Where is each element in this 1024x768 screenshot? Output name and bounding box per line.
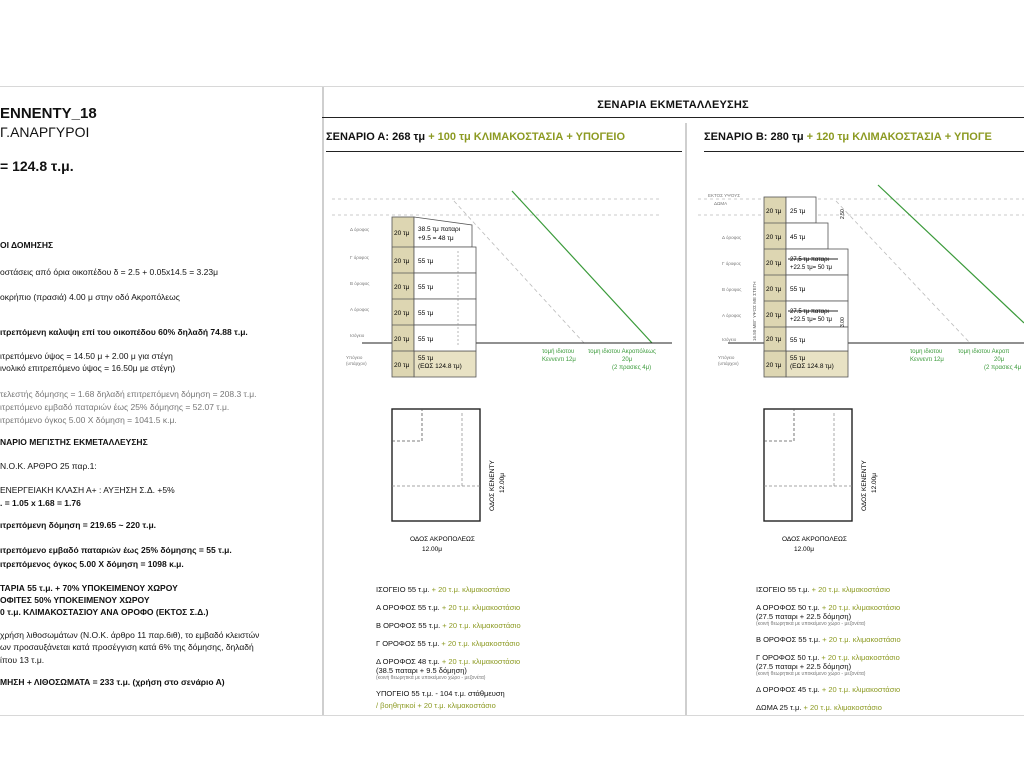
stair-label: 20 τμ <box>394 230 410 237</box>
stair-label: 20 τμ <box>394 310 410 317</box>
plan-street-width: 12.00μ <box>422 546 443 553</box>
info-line: ιτρεπόμενο ύψος = 14.50 μ + 2.00 μ για στέγη <box>0 351 173 361</box>
drawing-sheet <box>0 86 1024 716</box>
dimension: 3.00 <box>840 317 846 327</box>
floor-label: 55 τμ <box>418 336 434 343</box>
level-name: (υπάρχον) <box>346 361 367 366</box>
section-note: (2 πρασιες 4μ <box>984 365 1022 371</box>
info-line: ΟΦΙΤΕΣ 50% ΥΠΟΚΕΙΜΕΝΟΥ ΧΩΡΟΥ <box>0 595 150 605</box>
list-item: Γ ΟΡΟΦΟΣ 55 τ.μ. + 20 τ.μ. κλιμακοστάσιο <box>376 639 520 648</box>
list-item: Δ ΟΡΟΦΟΣ 48 τ.μ. + 20 τ.μ. κλιμακοστάσιο <box>376 657 521 666</box>
plan-side-width: 12.00μ <box>871 472 878 493</box>
section-note: (2 πρασιες 4μ) <box>612 365 652 371</box>
list-item-note: (κοινή θεωρητικά με υποκείμενο χώρο - μεζονέτα) <box>756 671 866 677</box>
stair-label: 20 τμ <box>394 284 410 291</box>
scenario-b-extra: + 120 τμ ΚΛΙΜΑΚΟΣΤΑΣΙΑ + ΥΠΟΓΕ <box>806 131 992 143</box>
plan-street-width: 12.00μ <box>794 546 815 553</box>
stair-label: 20 τμ <box>766 234 782 241</box>
scenario-b-head: ΣΕΝΑΡΙΟ Β: 280 τμ <box>704 131 804 143</box>
plot-area: = 124.8 τ.μ. <box>0 158 74 174</box>
level-name: Γ όροφος <box>350 255 369 260</box>
info-line: ινολικό επιτρεπόμενο ύψος = 16.50μ με στέγη) <box>0 363 176 373</box>
list-item: ΙΣΟΓΕΙΟ 55 τ.μ. + 20 τ.μ. κλιμακοστάσιο <box>756 585 891 594</box>
list-item-detail: (38.5 παταρι + 9.5 δόμηση) <box>376 666 467 675</box>
info-line: Ν.Ο.Κ. ΑΡΘΡΟ 25 παρ.1: <box>0 461 97 471</box>
stair-label: 20 τμ <box>394 258 410 265</box>
list-item-detail: (27.5 παταρι + 22.5 δόμηση) <box>756 662 852 671</box>
scenarios-title: ΣΕΝΑΡΙΑ ΕΚΜΕΤΑΛΛΕΥΣΗΣ <box>322 87 1024 118</box>
level-name: Ισόγειο <box>350 333 365 338</box>
scenarios-panel <box>322 87 1024 715</box>
list-item: Γ ΟΡΟΦΟΣ 50 τ.μ. + 20 τ.μ. κλιμακοστάσιο <box>756 653 900 662</box>
top-label: ΕΚΤΟΣ ΥΨΟΥΣ <box>708 193 741 198</box>
scenario-a-section <box>322 151 684 641</box>
list-item: Α ΟΡΟΦΟΣ 50 τ.μ. + 20 τ.μ. κλιμακοστάσιο <box>756 603 901 612</box>
project-location: Γ.ΑΝΑΡΓΥΡΟΙ <box>0 124 90 140</box>
scenario-b-header <box>704 123 1024 152</box>
floor-label: 38.5 τμ παταρι <box>418 226 461 233</box>
stair-label: 20 τμ <box>766 336 782 343</box>
info-line: ΕΝΕΡΓΕΙΑΚΗ ΚΛΑΣΗ Α+ : ΑΥΞΗΣΗ Σ.Δ. +5% <box>0 485 175 495</box>
scenario-a-header <box>326 123 682 152</box>
info-line: ΝΑΡΙΟ ΜΕΓΙΣΤΗΣ ΕΚΜΕΤΑΛΛΕΥΣΗΣ <box>0 437 148 447</box>
scenario-a-head: ΣΕΝΑΡΙΟ Α: 268 τμ <box>326 131 426 143</box>
level-name: Υπόγειο <box>718 355 735 360</box>
floor-label: +22.5 τμ= 50 τμ <box>790 265 833 271</box>
info-line: ων προσαυξάνεται κατά προσέγγιση κατά 6% της δόμησης, δηλαδή <box>0 642 254 652</box>
info-line: οστάσεις από όρια οικοπέδου δ = 2.5 + 0.05x14.5 = 3.23μ <box>0 267 218 277</box>
plan-side: ΟΔΟΣ ΚΕΝΕΝΤΥ <box>861 460 868 511</box>
info-line: ιτρεπόμενη δόμηση = 219.65 ~ 220 τ.μ. <box>0 520 157 530</box>
list-item: ΥΠΟΓΕΙΟ 55 τ.μ. - 104 τ.μ. στάθμευση <box>376 689 505 698</box>
floor-label: 55 τμ <box>418 310 434 317</box>
floor-label: (ΕΩΣ 124.8 τμ) <box>418 363 462 370</box>
info-line: 0 τ.μ. ΚΛΙΜΑΚΟΣΤΑΣΙΟΥ ΑΝΑ ΟΡΟΦΟ (ΕΚΤΟΣ Σ.Δ.) <box>0 607 209 617</box>
level-name: Δ όροφος <box>350 227 370 232</box>
level-name: Β όροφος <box>350 281 370 286</box>
floor-label: +9.5 = 48 τμ <box>418 235 454 242</box>
info-line: ιτρεπόμενο εμβαδό παταριών έως 25% δόμησης = 55 τ.μ. <box>0 545 232 555</box>
stair-label: 20 τμ <box>766 260 782 267</box>
section-note: 20μ <box>622 357 633 363</box>
floor-label: 45 τμ <box>790 234 806 241</box>
level-name: Α όροφος <box>350 307 370 312</box>
list-item: / βοηθητικοί + 20 τ.μ. κλιμακοστάσιο <box>376 701 496 710</box>
section-note: τομη ιδιοτου <box>910 349 943 355</box>
stair-label: 20 τμ <box>394 362 410 369</box>
column-divider <box>685 123 687 715</box>
scenario-a-extra: + 100 τμ ΚΛΙΜΑΚΟΣΤΑΣΙΑ + ΥΠΟΓΕΙΟ <box>428 131 626 143</box>
left-info-panel <box>0 87 324 715</box>
section-note: τομη ιδιοτου Ακροπόλεως <box>588 349 656 355</box>
stair-label: 20 τμ <box>766 362 782 369</box>
stair-label: 20 τμ <box>394 336 410 343</box>
level-name: (υπάρχον) <box>718 361 739 366</box>
info-line: ΜΗΣΗ + ΛΙΘΟΣΩΜΑΤΑ = 233 τ.μ. (χρήση στο σενάριο Α) <box>0 677 225 687</box>
floor-label: 55 τμ <box>790 337 806 344</box>
list-item: Δ ΟΡΟΦΟΣ 45 τ.μ. + 20 τ.μ. κλιμακοστάσιο <box>756 685 901 694</box>
section-note: Κεννεντι 12μ <box>910 357 944 363</box>
list-item-note: (κοινή θεωρητικά με υποκείμενο χώρο - μεζονέτα) <box>756 621 866 627</box>
floor-label: 27.5 τμ παταρι <box>790 309 829 315</box>
info-line: . = 1.05 x 1.68 = 1.76 <box>0 498 81 508</box>
section-title: ΟΙ ΔΟΜΗΣΗΣ <box>0 240 54 250</box>
info-line: ίπου 13 τ.μ. <box>0 655 45 665</box>
info-line: χρήση λιθοσωμάτων (Ν.Ο.Κ. άρθρο 11 παρ.6ιθ), το εμβαδό κλειστών <box>0 630 260 640</box>
dimension: 2.50 <box>840 209 846 219</box>
section-note: Κεννεντι 12μ <box>542 357 576 363</box>
floor-label: 55 τμ <box>418 355 434 362</box>
top-label: ΔΩΜΑ <box>714 201 728 206</box>
stair-label: 20 τμ <box>766 286 782 293</box>
info-line: ιτρεπόμενο εμβαδό παταριών έως 25% δόμησης = 52.07 τ.μ. <box>0 402 230 412</box>
level-name: Υπόγειο <box>346 355 363 360</box>
section-note: τομή ιδιοτου <box>542 349 575 355</box>
floor-label: 27.5 τμ παταρι <box>790 257 829 263</box>
project-code: ENNENTY_18 <box>0 105 97 122</box>
height-note: 16.50 ΜΕΓ ΥΨΟΣ ΜΕ ΣΤΕΓΗ <box>752 281 757 341</box>
info-line: ΤΑΡΙΑ 55 τ.μ. + 70% ΥΠΟΚΕΙΜΕΝΟΥ ΧΩΡΟΥ <box>0 583 178 593</box>
floor-label: +22.5 τμ= 50 τμ <box>790 317 833 323</box>
info-line: ιτρεπόμενη καλυψη επί του οικοπέδου 60% δηλαδή 74.88 τ.μ. <box>0 327 248 337</box>
plan-side: ΟΔΟΣ ΚΕΝΕΝΤΥ <box>489 460 496 511</box>
stair-label: 20 τμ <box>766 312 782 319</box>
list-item: Β ΟΡΟΦΟΣ 55 τ.μ. + 20 τ.μ. κλιμακοστάσιο <box>376 621 521 630</box>
plan-side-width: 12.00μ <box>499 472 506 493</box>
list-item: Α ΟΡΟΦΟΣ 55 τ.μ. + 20 τ.μ. κλιμακοστάσιο <box>376 603 521 612</box>
level-name: Δ όροφος <box>722 235 742 240</box>
level-name: Β όροφος <box>722 287 742 292</box>
list-item: ΙΣΟΓΕΙΟ 55 τ.μ. + 20 τ.μ. κλιμακοστάσιο <box>376 585 511 594</box>
list-item: Β ΟΡΟΦΟΣ 55 τ.μ. + 20 τ.μ. κλιμακοστάσιο <box>756 635 901 644</box>
info-line: τελεστής δόμησης = 1.68 δηλαδή επιτρεπόμενη δόμηση = 208.3 τ.μ. <box>0 389 257 399</box>
stair-label: 20 τμ <box>766 208 782 215</box>
floor-label: (ΕΩΣ 124.8 τμ) <box>790 363 834 370</box>
floor-label: 55 τμ <box>790 286 806 293</box>
info-line: οκρήπιο (πρασιά) 4.00 μ στην οδό Ακροπόλεως <box>0 292 180 302</box>
list-item-detail: (27.5 παταρι + 22.5 δόμηση) <box>756 612 852 621</box>
section-note: 20μ <box>994 357 1005 363</box>
level-name: Γ όροφος <box>722 261 741 266</box>
info-line: ιτρεπόμενος όγκος 5.00 Χ δόμηση = 1098 κ.μ. <box>0 559 184 569</box>
level-name: Α όροφος <box>722 313 742 318</box>
scenario-b-section <box>688 151 1024 641</box>
plan-street: ΟΔΟΣ ΑΚΡΟΠΟΛΕΩΣ <box>410 536 475 543</box>
plan-street: ΟΔΟΣ ΑΚΡΟΠΟΛΕΩΣ <box>782 536 847 543</box>
info-line: ιτρεπόμενο όγκος 5.00 Χ δόμηση = 1041.5 κ.μ. <box>0 415 177 425</box>
level-name: Ισόγειο <box>722 337 737 342</box>
floor-label: 55 τμ <box>790 355 806 362</box>
list-item-note: (κοινή θεωρητικά με υποκείμενο χώρο - μεζονέτα) <box>376 675 486 681</box>
floor-label: 25 τμ <box>790 208 806 215</box>
section-note: τομη ιδιοτου Ακροπ <box>958 349 1010 355</box>
list-item: ΔΩΜΑ 25 τ.μ. + 20 τ.μ. κλιμακοστάσιο <box>756 703 882 712</box>
floor-label: 55 τμ <box>418 284 434 291</box>
floor-label: 55 τμ <box>418 258 434 265</box>
